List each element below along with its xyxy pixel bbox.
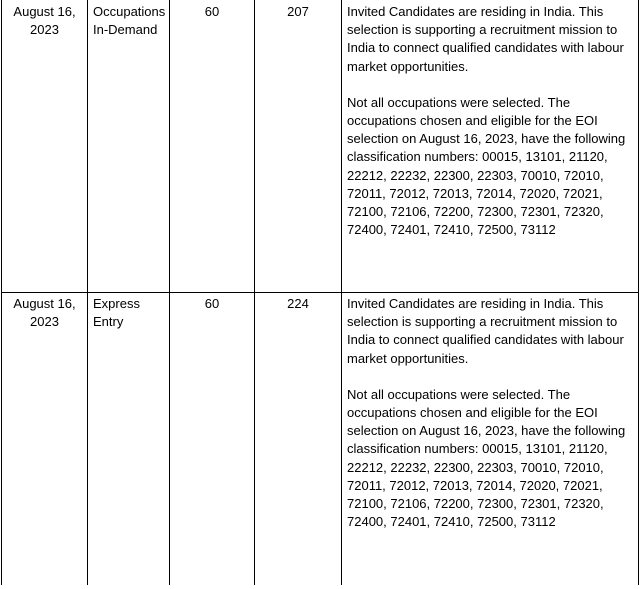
invitations-cell: 224 [255,293,342,586]
stream-cell: Express Entry [88,293,170,586]
note-paragraph: Not all occupations were selected. The occupations chosen and eligible for the EOI selection on August 16, 2023, have the following classification numbers: 00015, 13101, 21120, 22212, 22232, 22300, 22303, 70010, 72010, 72011, 72012, 72013, 72014, 72020, 72021, 72100, 72106, 72200, 72300, 72301, 72320, 72400, 72401, 72410, 72500, 73112 [347,94,626,238]
draws-table [1,0,639,585]
date-cell: August 16, 2023 [2,0,88,293]
score-cell: 60 [170,0,255,293]
note-paragraph: Not all occupations were selected. The occupations chosen and eligible for the EOI selection on August 16, 2023, have the following classification numbers: 00015, 13101, 21120, 22212, 22232, 22300, 22303, 70010, 72010, 72011, 72012, 72013, 72014, 72020, 72021, 72100, 72106, 72200, 72300, 72301, 72320, 72400, 72401, 72410, 72500, 73112 [347,386,626,530]
date-cell: August 16, 2023 [2,293,88,586]
note-paragraph: Invited Candidates are residing in India. This selection is supporting a recruitment mission to India to connect qualified candidates with labour market opportunities. [347,296,624,366]
score-cell: 60 [170,293,255,586]
invitations-cell: 207 [255,0,342,293]
note-paragraph: Invited Candidates are residing in India. This selection is supporting a recruitment mission to India to connect qualified candidates with labour market opportunities. [347,4,624,74]
notes-cell [342,293,639,586]
table-row [2,0,639,293]
notes-cell [342,0,639,293]
table-row [2,293,639,586]
stream-cell: Occupations In-Demand [88,0,170,293]
